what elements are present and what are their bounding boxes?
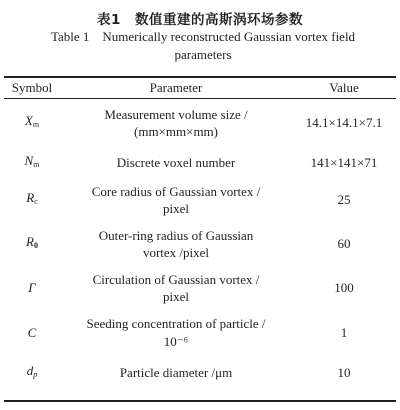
symbol-cell — [4, 148, 60, 178]
symbol-main: N — [24, 153, 34, 169]
parameter-line: Discrete voxel number — [116, 155, 236, 171]
parameter-line: (mm×mm×mm) — [134, 124, 218, 139]
value-cell: 141×141×71 — [310, 155, 378, 171]
symbol-cell — [4, 266, 60, 310]
symbol-main: d — [26, 363, 34, 379]
table-row — [4, 266, 396, 310]
symbol-main: C — [27, 324, 37, 340]
value-cell: 25 — [337, 192, 351, 208]
parameter-line: pixel — [163, 289, 189, 304]
table-bottom-rule — [4, 400, 396, 402]
value-cell: 100 — [334, 280, 354, 296]
value-cell: 60 — [337, 236, 351, 252]
value-cell: 1 — [340, 324, 348, 340]
parameter-line: Measurement volume size / — [104, 106, 248, 122]
symbol-subscript: c — [34, 197, 38, 207]
table-row — [4, 355, 396, 391]
table-row — [4, 222, 396, 266]
header-value: Value — [329, 80, 359, 95]
table-row — [4, 148, 396, 178]
table-row — [4, 310, 396, 355]
parameter-table — [4, 78, 396, 391]
table-row — [4, 178, 396, 222]
symbol-cell — [4, 178, 60, 222]
caption-english-line1: Table 1 Numerically reconstructed Gaussian vortex field — [50, 29, 356, 44]
parameter-cell — [60, 355, 292, 391]
symbol-main: Γ — [28, 280, 36, 296]
table-caption-english — [14, 28, 392, 64]
table-header-row — [4, 78, 396, 98]
parameter-line: Circulation of Gaussian vortex / — [92, 271, 260, 287]
symbol-subscript: m — [32, 120, 40, 130]
symbol-subscript: 0 — [33, 241, 38, 251]
parameter-line: Core radius of Gaussian vortex / — [91, 183, 261, 199]
symbol-main: R — [26, 190, 35, 206]
parameter-line: pixel — [163, 201, 189, 216]
symbol-subscript: p — [33, 370, 38, 380]
parameter-line: Particle diameter /μm — [119, 365, 233, 381]
parameter-line: 10⁻⁶ — [163, 333, 189, 349]
table-row — [4, 98, 396, 148]
symbol-cell — [4, 222, 60, 266]
parameter-cell — [60, 148, 292, 178]
table-caption-chinese: 表1 数值重建的高斯涡环场参数 — [97, 12, 303, 28]
symbol-subscript: m — [33, 160, 40, 170]
symbol-cell — [4, 355, 60, 391]
parameter-line: Outer-ring radius of Gaussian — [98, 227, 254, 243]
parameter-cell — [60, 266, 292, 310]
value-cell: 10 — [337, 365, 351, 381]
parameter-line: Seeding concentration of particle / — [86, 316, 266, 331]
symbol-cell — [4, 310, 60, 355]
symbol-main: R — [26, 234, 34, 250]
symbol-cell — [4, 98, 60, 148]
symbol-main: X — [24, 113, 33, 129]
parameter-cell — [60, 98, 292, 148]
header-parameter: Parameter — [149, 80, 203, 95]
value-cell: 14.1×14.1×7.1 — [305, 115, 383, 131]
caption-english-line2: parameters — [174, 47, 232, 62]
parameter-cell — [60, 310, 292, 355]
header-symbol: Symbol — [11, 80, 53, 95]
parameter-line: vortex /pixel — [142, 245, 210, 260]
parameter-cell — [60, 222, 292, 266]
parameter-cell — [60, 178, 292, 222]
